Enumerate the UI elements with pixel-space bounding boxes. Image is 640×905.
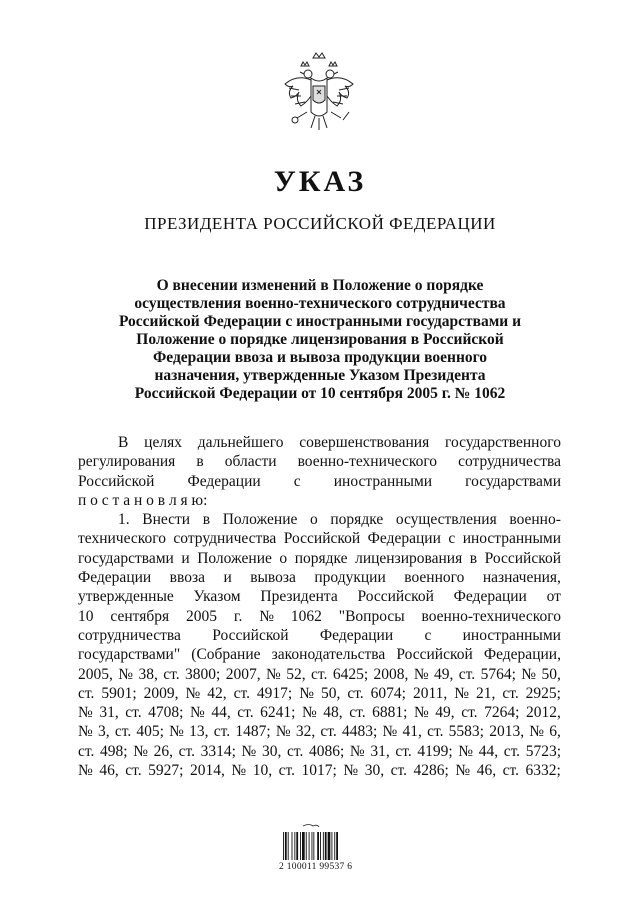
item-line: № 31, ст. 4708; № 44, ст. 6241; № 48, ст. 6881; № 49, ст. 7264; 2012, xyxy=(78,704,561,722)
document-title: УКАЗ xyxy=(273,165,367,198)
preamble-line: регулирования в области военно-технического сотрудничества xyxy=(78,453,561,471)
item-line: сотрудничества Российской Федерации с иностранными xyxy=(78,626,561,644)
preamble-line: Российской Федерации с иностранными государствами xyxy=(78,472,561,490)
preamble-line: В целях дальнейшего совершенствования государственного xyxy=(118,434,561,451)
heading-line: осуществления военно-технического сотрудничества xyxy=(134,295,506,312)
item-line: утвержденные Указом Президента Российской Федерации от xyxy=(78,588,561,606)
heading-line: Российской Федерации от 10 сентября 2005 г. № 1062 xyxy=(134,385,506,402)
heading-line: Российской Федерации с иностранными государствами и xyxy=(118,313,522,330)
item-line: государствами" (Собрание законодательства Российской Федерации, xyxy=(78,646,561,664)
item-line: № 3, ст. 405; № 13, ст. 1487; № 32, ст. 4483; № 41, ст. 5583; 2013, № 6, xyxy=(78,723,561,741)
item-line: 2005, № 38, ст. 3800; 2007, № 52, ст. 6425; 2008, № 49, ст. 5764; № 50, xyxy=(78,665,561,683)
heading-line: Положение о порядке лицензирования в Российской xyxy=(136,331,504,348)
heading-line: Федерации ввоза и вывоза продукции военного xyxy=(152,349,488,366)
item-line: 1. Внести в Положение о порядке осуществления военно- xyxy=(118,511,561,529)
document-subtitle: ПРЕЗИДЕНТА РОССИЙСКОЙ ФЕДЕРАЦИИ xyxy=(144,214,496,233)
preamble-line: п о с т а н о в л я ю: xyxy=(78,491,208,509)
item-line: ст. 5901; 2009, № 42, ст. 4917; № 50, ст. 6074; 2011, № 21, ст. 2925; xyxy=(78,684,561,702)
decree-body xyxy=(78,433,561,780)
item-line: № 46, ст. 5927; 2014, № 10, ст. 1017; № 30, ст. 4286; № 46, ст. 6332; xyxy=(78,762,561,780)
decree-heading xyxy=(112,277,528,403)
heading-line: назначения, утвержденные Указом Президента xyxy=(154,367,486,384)
item-line: государствами и Положение о порядке лицензирования в Российской xyxy=(78,549,561,567)
coat-of-arms-icon xyxy=(277,50,361,140)
item-line: технического сотрудничества Российской Федерации с иностранными xyxy=(78,530,561,548)
item-line: ст. 498; № 26, ст. 3314; № 30, ст. 4086; № 31, ст. 4199; № 44, ст. 5723; xyxy=(78,742,561,760)
item-line: 10 сентября 2005 г. № 1062 "Вопросы военно-технического xyxy=(78,607,561,625)
item-line: Федерации ввоза и вывоза продукции военного назначения, xyxy=(78,569,561,587)
heading-line: О внесении изменений в Положение о порядке xyxy=(156,277,484,294)
barcode-number: 2 100011 99537 6 xyxy=(279,862,353,872)
